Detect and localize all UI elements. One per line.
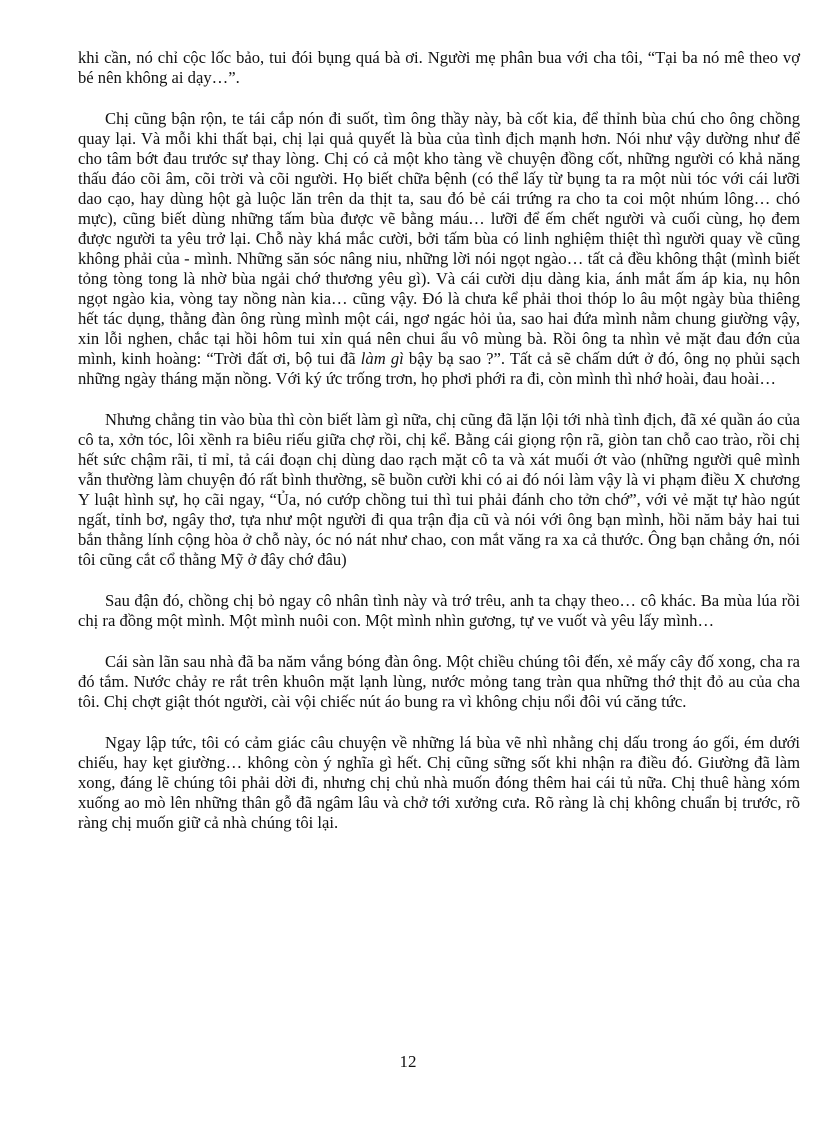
document-body <box>78 48 800 854</box>
paragraph-text: Chị cũng bận rộn, te tái cắp nón đi suốt, tìm ông thầy này, bà cốt kia, để thỉnh bùa chú cho ông chồng quay lại. Và mỗi khi thất bại, chị lại quả quyết là bùa của tình địch mạnh hơn. Nói như vậy dường như để cho tâm bớt đau trước sự thay lòng. Chị có cả một kho tàng về chuyện đồng cốt, những người có khả năng thấu đáo cõi âm, cõi trời và cõi người. Họ biết chữa bệnh (có thể lấy từ bụng ta ra một nùi tóc với cái lưỡi dao cạo, hay dùng hột gà luộc lăn trên da thịt ta, sau đó bẻ cái trứng ra cho ta coi một nhúm lông… chó mực), cũng biết dùng những tấm bùa được vẽ bằng máu… lưỡi để ếm chết người và cuối cùng, họ đem được người ta yêu trở lại. Chỗ này khá mắc cười, bởi tấm bùa có linh nghiệm thiệt thì người quay về cũng không phải của - mình. Những săn sóc nâng niu, những lời nói ngọt ngào… tất cả đều không thật (mình biết tỏng tòng tong là nhờ bùa ngải chớ thương yêu gì). Và cái cười dịu dàng kia, ánh mắt ấm áp kia, nụ hôn ngọt ngào kia, vòng tay nồng nàn kia… cũng vậy. Đó là chưa kể phải thoi thóp lo âu một ngày bùa thiêng hết tác dụng, thằng đàn ông rùng mình một cái, ngơ ngác hỏi ủa, sao hai đứa mình nằm chung giường vậy, xin lỗi nghen, chắc tại hồi hôm tui xỉn quá nên chui ẩu vô mùng bà. Rồi ông ta nhìn vẻ mặt đau đớn của mình, kinh hoàng: “Trời đất ơi, bộ tui đã <box>78 109 800 368</box>
paragraph-text: bậy bạ sao ?”. Tất cả sẽ chấm dứt ở đó, ông nọ phủi sạch những ngày tháng mặn nồng. Với ký ức trống trơn, họ phơi phới ra đi, còn mình thì nhớ hoài, đau hoài… <box>78 349 800 388</box>
paragraph <box>78 591 800 631</box>
paragraph-text: Cái sàn lãn sau nhà đã ba năm vắng bóng đàn ông. Một chiều chúng tôi đến, xẻ mấy cây đố xong, cha ra đó tắm. Nước chảy re rắt trên khuôn mặt lạnh lùng, nước mỏng tang tràn qua những thớ thịt đỏ au của cha tôi. Chị chợt giật thót người, cài vội chiếc nút áo bung ra vì không chịu nổi đôi vú căng tức. <box>78 652 800 711</box>
paragraph-text: Nhưng chẳng tin vào bùa thì còn biết làm gì nữa, chị cũng đã lặn lội tới nhà tình địch, đã xé quần áo của cô ta, xởn tóc, lôi xềnh ra biêu riếu giữa chợ rồi, chị kể. Bằng cái giọng rộn rã, giòn tan chỗ cao trào, rồi chị hết sức chậm rãi, tỉ mỉ, tả cái đoạn chị dùng dao rạch mặt cô ta và xát muối ớt vào (những người quê mình vẫn thường làm chuyện đó rất bình thường, sẽ buồn cười khi có ai đó nói làm vậy là vi phạm điều X chương Y luật hình sự, họ cãi ngay, “Ủa, nó cướp chồng tui thì tui phải đánh cho tởn chớ”, với vẻ mặt tự hào ngút ngất, tỉnh bơ, ngây thơ, tựa như một người đi qua trận địa cũ và nói với ông bạn mình, hồi năm bảy hai tui bắn thằng lính cộng hòa ở chỗ này, óc nó nát như chao, con mắt văng ra xa cả thước. Ông bạn chẳng ớn, nói tôi cũng cắt cổ thằng Mỹ ở đây chớ đâu) <box>78 410 800 569</box>
paragraph <box>78 410 800 570</box>
italic-text: làm gì <box>360 349 404 368</box>
page-number: 12 <box>399 1052 417 1071</box>
paragraph-text: Sau đận đó, chồng chị bỏ ngay cô nhân tình này và trớ trêu, anh ta chạy theo… cô khác. Ba mùa lúa rồi chị ra đồng một mình. Một mình nuôi con. Một mình nhìn gương, tự ve vuốt và yêu lấy mình… <box>78 591 800 630</box>
paragraph <box>78 48 800 88</box>
paragraph <box>78 733 800 833</box>
paragraph <box>78 109 800 389</box>
paragraph-text: Ngay lập tức, tôi có cảm giác câu chuyện về những lá bùa vẽ nhì nhằng chị dấu trong áo gối, ém dưới chiếu, hay kẹt giường… không còn ý nghĩa gì hết. Chị cũng sững sốt khi nhận ra điều đó. Giường đã làm xong, đáng lẽ chúng tôi phải dời đi, nhưng chị chủ nhà muốn đóng thêm hai cái tủ nữa. Chị thuê hàng xóm xuống ao mò lên những thân gỗ đã ngâm lâu và chở tới xưởng cưa. Rõ ràng là chị không chuẩn bị trước, rõ ràng chị muốn giữ cả nhà chúng tôi lại. <box>78 733 800 832</box>
paragraph-text: khi cần, nó chỉ cộc lốc bảo, tui đói bụng quá bà ơi. Người mẹ phân bua với cha tôi, “Tại ba nó mê theo vợ bé nên không ai dạy…”. <box>78 48 800 87</box>
paragraph <box>78 652 800 712</box>
